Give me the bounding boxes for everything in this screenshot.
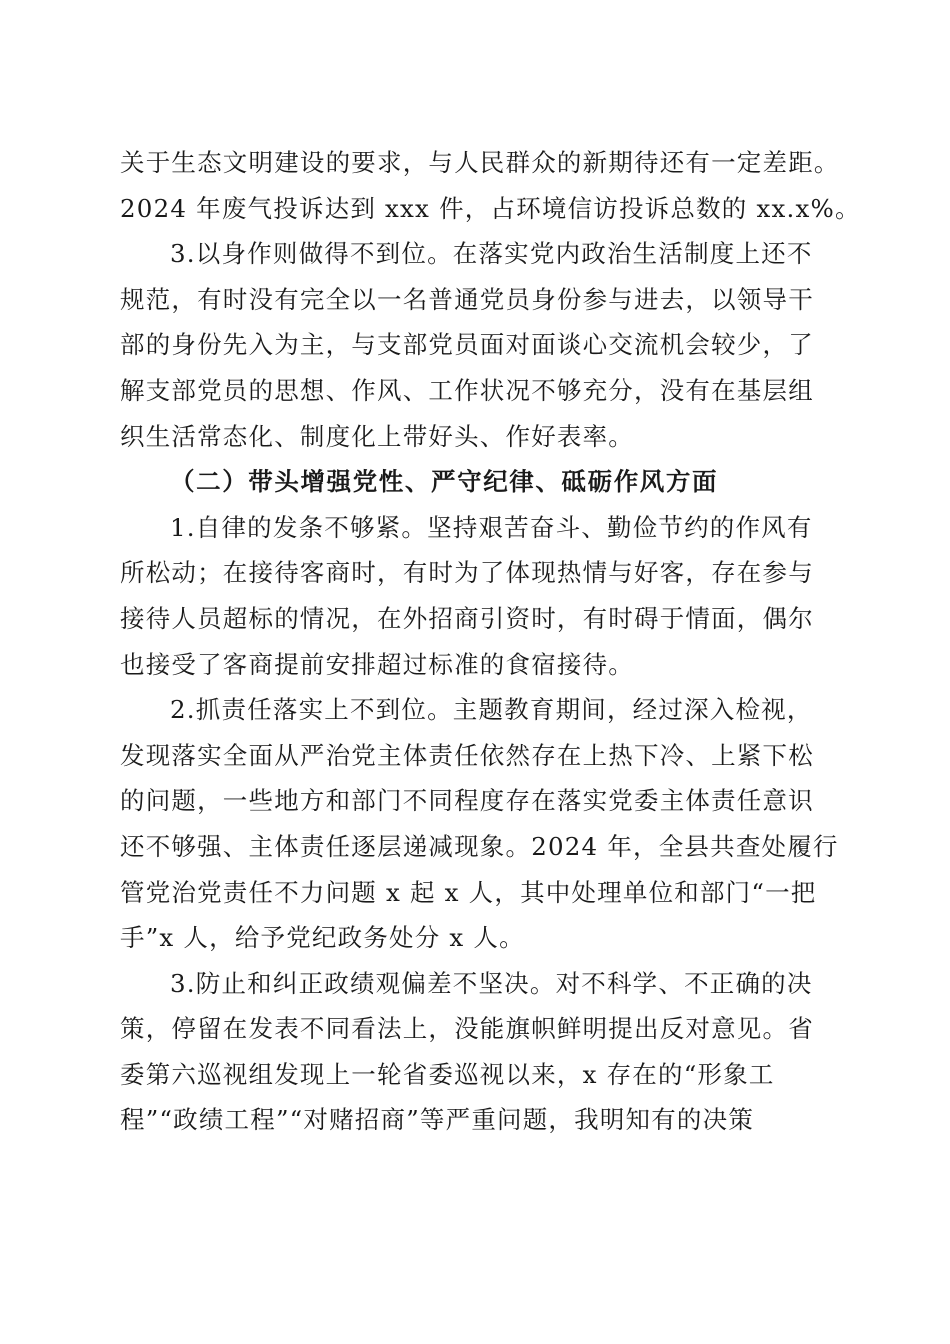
text-line: 织生活常态化、制度化上带好头、作好表率。 [120, 421, 634, 451]
text-line: 关于生态文明建设的要求，与人民群众的新期待还有一定差距。 [120, 148, 840, 177]
text-line: 2024 年废气投诉达到 xxx 件，占环境信访投诉总数的 xx.x%。 [120, 193, 861, 223]
text-line: 1.自律的发条不够紧。坚持艰苦奋斗、勤俭节约的作风有 [170, 512, 813, 542]
text-line: 还不够强、主体责任逐层递减现象。2024 年，全县共查处履行 [120, 831, 839, 861]
document-body [120, 140, 861, 1143]
paragraph-item-2-responsibility [120, 687, 842, 961]
text-line: 管党治党责任不力问题 x 起 x 人，其中处理单位和部门“一把 [120, 877, 817, 907]
text-line: 手”x 人，给予党纪政务处分 x 人。 [120, 923, 525, 953]
section-heading [120, 459, 842, 505]
text-line: 部的身份先入为主，与支部党员面对面谈心交流机会较少，了 [120, 330, 814, 360]
text-line: 2.抓责任落实上不到位。主题教育期间，经过深入检视， [170, 695, 813, 725]
text-line: 解支部党员的思想、作风、工作状况不够充分，没有在基层组 [120, 375, 814, 405]
paragraph-item-3-example [120, 231, 842, 459]
text-line: 程”“政绩工程”“对赌招商”等严重问题，我明知有的决策 [120, 1105, 755, 1135]
text-line: 策，停留在发表不同看法上，没能旗帜鲜明提出反对意见。省 [120, 1014, 814, 1044]
text-line: 3.以身作则做得不到位。在落实党内政治生活制度上还不 [170, 239, 813, 269]
text-line: 接待人员超标的情况，在外招商引资时，有时碍于情面，偶尔 [120, 603, 814, 633]
paragraph-item-3-performance-view [120, 961, 842, 1143]
paragraph-item-1-self-discipline [120, 505, 842, 687]
section-heading-text: （二）带头增强党性、严守纪律、砥砺作风方面 [170, 467, 719, 497]
text-line: 发现落实全面从严治党主体责任依然存在上热下冷、上紧下松 [120, 740, 814, 770]
text-line: 所松动；在接待客商时，有时为了体现热情与好客，存在参与 [120, 558, 814, 588]
text-line: 规范，有时没有完全以一名普通党员身份参与进去，以领导干 [120, 284, 814, 314]
text-line: 也接受了客商提前安排超过标准的食宿接待。 [120, 649, 634, 679]
text-line: 委第六巡视组发现上一轮省委巡视以来，x 存在的“形象工 [120, 1059, 775, 1089]
paragraph-continuation [120, 140, 861, 231]
text-line: 3.防止和纠正政绩观偏差不坚决。对不科学、不正确的决 [170, 968, 813, 998]
text-line: 的问题，一些地方和部门不同程度存在落实党委主体责任意识 [120, 786, 814, 816]
